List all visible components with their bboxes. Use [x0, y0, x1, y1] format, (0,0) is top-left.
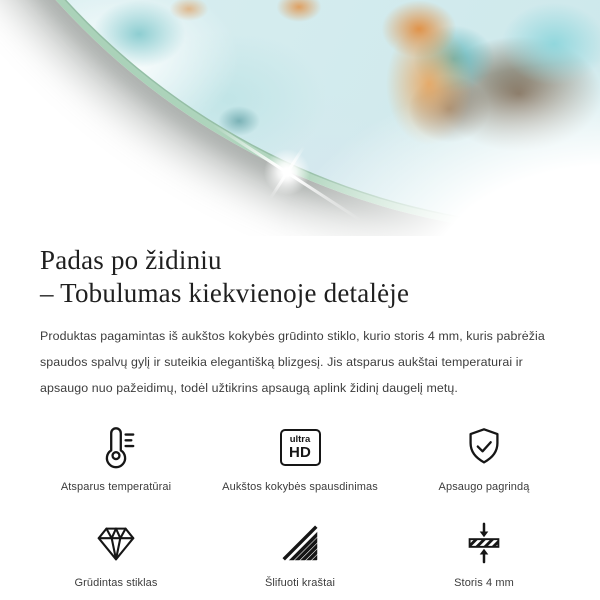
glass-disc-edge	[0, 0, 600, 235]
thermometer-icon	[93, 423, 139, 471]
feature-label: Atsparus temperatūrai	[60, 481, 172, 493]
feature-label: Grūdintas stiklas	[74, 577, 158, 589]
product-description: Produktas pagamintas iš aukštos kokybės grūdinto stiklo, kurio storis 4 mm, kuris pabrėžia spaudos spalvų gylį ir suteikia elegantišką blizgesį. Jis atsparus aukštai temperaturai ir apsaugo nuo pažeidimų, todėl užtikrins apsaugą aplink židinį daugelį metų.	[40, 329, 545, 395]
feature-thickness-4mm	[392, 519, 576, 589]
diamond-icon	[93, 519, 139, 567]
feature-label: Šlifuoti kraštai	[264, 577, 336, 589]
title-line-1: Padas po židiniu	[40, 245, 222, 275]
beveled-edge-icon	[277, 519, 323, 567]
page-title	[40, 244, 560, 310]
feature-label: Aukštos kokybės spausdinimas	[222, 481, 378, 493]
ultra-hd-icon	[280, 423, 321, 471]
feature-ultra-hd-print	[208, 423, 392, 493]
feature-polished-edges	[208, 519, 392, 589]
title-line-2: – Tobulumas kiekvienoje detalėje	[40, 278, 410, 308]
product-hero-image	[0, 0, 600, 236]
sparkle-glow	[263, 148, 311, 196]
ultra-hd-icon-text-bottom: HD	[288, 443, 312, 461]
feature-label: Apsaugo pagrindą	[438, 481, 530, 493]
feature-label: Storis 4 mm	[454, 577, 514, 589]
feature-grid	[24, 423, 576, 589]
ultra-hd-icon-text-top: ultra	[289, 433, 311, 445]
marble-ink-print	[0, 0, 600, 227]
thickness-press-icon	[461, 519, 507, 567]
feature-protects-base	[392, 423, 576, 493]
feature-heat-resistant	[24, 423, 208, 493]
feature-tempered-glass	[24, 519, 208, 589]
content-area	[0, 244, 600, 589]
shield-check-icon	[461, 423, 507, 471]
